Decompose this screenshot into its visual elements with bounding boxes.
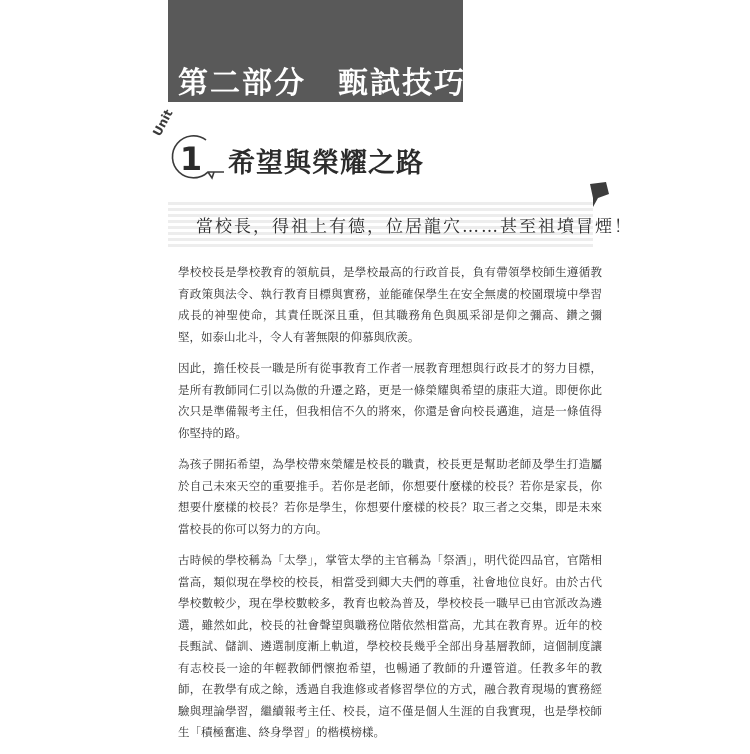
- part-title: 第二部分 甄試技巧: [178, 66, 466, 101]
- article-body: [178, 262, 602, 754]
- quote-text: 當校長，得祖上有德，位居龍穴……甚至祖墳冒煙！: [196, 217, 633, 237]
- paragraph-4: 古時候的學校稱為「太學」，掌管太學的主官稱為「祭酒」，明代從四品官，官階相當高，類似現在學校的校長，相當受到卿大夫們的尊重，社會地位良好。由於古代學校數較少，現在學校數較多，教育也較為普及，學校校長一職早已由官派改為遴選，雖然如此，校長的社會聲望與職務位階依然相當高，尤其在教育界。近年的校長甄試、儲訓、遴選制度漸上軌道，學校校長幾乎全部出身基層教師，這個制度讓有志校長一途的年輕教師們懷抱希望，也暢通了教師的升遷管道。任教多年的教師，在教學有成之餘，透過自我進修或者修習學位的方式，融合教育現場的實務經驗與理論學習，繼續報考主任、校長，這不僅是個人生涯的自我實現，也是學校師生「積極奮進、終身學習」的楷模榜樣。: [178, 553, 602, 739]
- paragraph-1: 學校校長是學校教育的領航員，是學校最高的行政首長，負有帶領學校師生遵循教育政策與法令、執行教育目標與實務，並能確保學生在安全無虞的校園環境中學習成長的神聖使命，其責任既深且重，但其職務角色與風采卻是仰之彌高、鑽之彌堅，如泰山北斗，令人有著無限的仰慕與欣羨。: [178, 265, 602, 344]
- paragraph-2: 因此，擔任校長一職是所有從事教育工作者一展教育理想與行政長才的努力目標，是所有教師同仁引以為傲的升遷之路，更是一條榮耀與希望的康莊大道。即便你此次只是準備報考主任，但我相信不久的將來，你還是會向校長邁進，這是一條值得你堅持的路。: [178, 361, 602, 440]
- unit-label: Unit: [150, 107, 176, 139]
- paragraph-3: 為孩子開拓希望，為學校帶來榮耀是校長的職責，校長更是幫助老師及學生打造屬於自己未來天空的重要推手。若你是老師，你想要什麼樣的校長？若你是家長，你想要什麼樣的校長？若你是學生，你想要什麼樣的校長？取三者之交集，即是未來當校長的你可以努力的方向。: [178, 457, 602, 536]
- unit-title: 希望與榮耀之路: [228, 148, 424, 179]
- unit-number: 1: [179, 140, 203, 178]
- speech-bubble-icon: [584, 180, 612, 210]
